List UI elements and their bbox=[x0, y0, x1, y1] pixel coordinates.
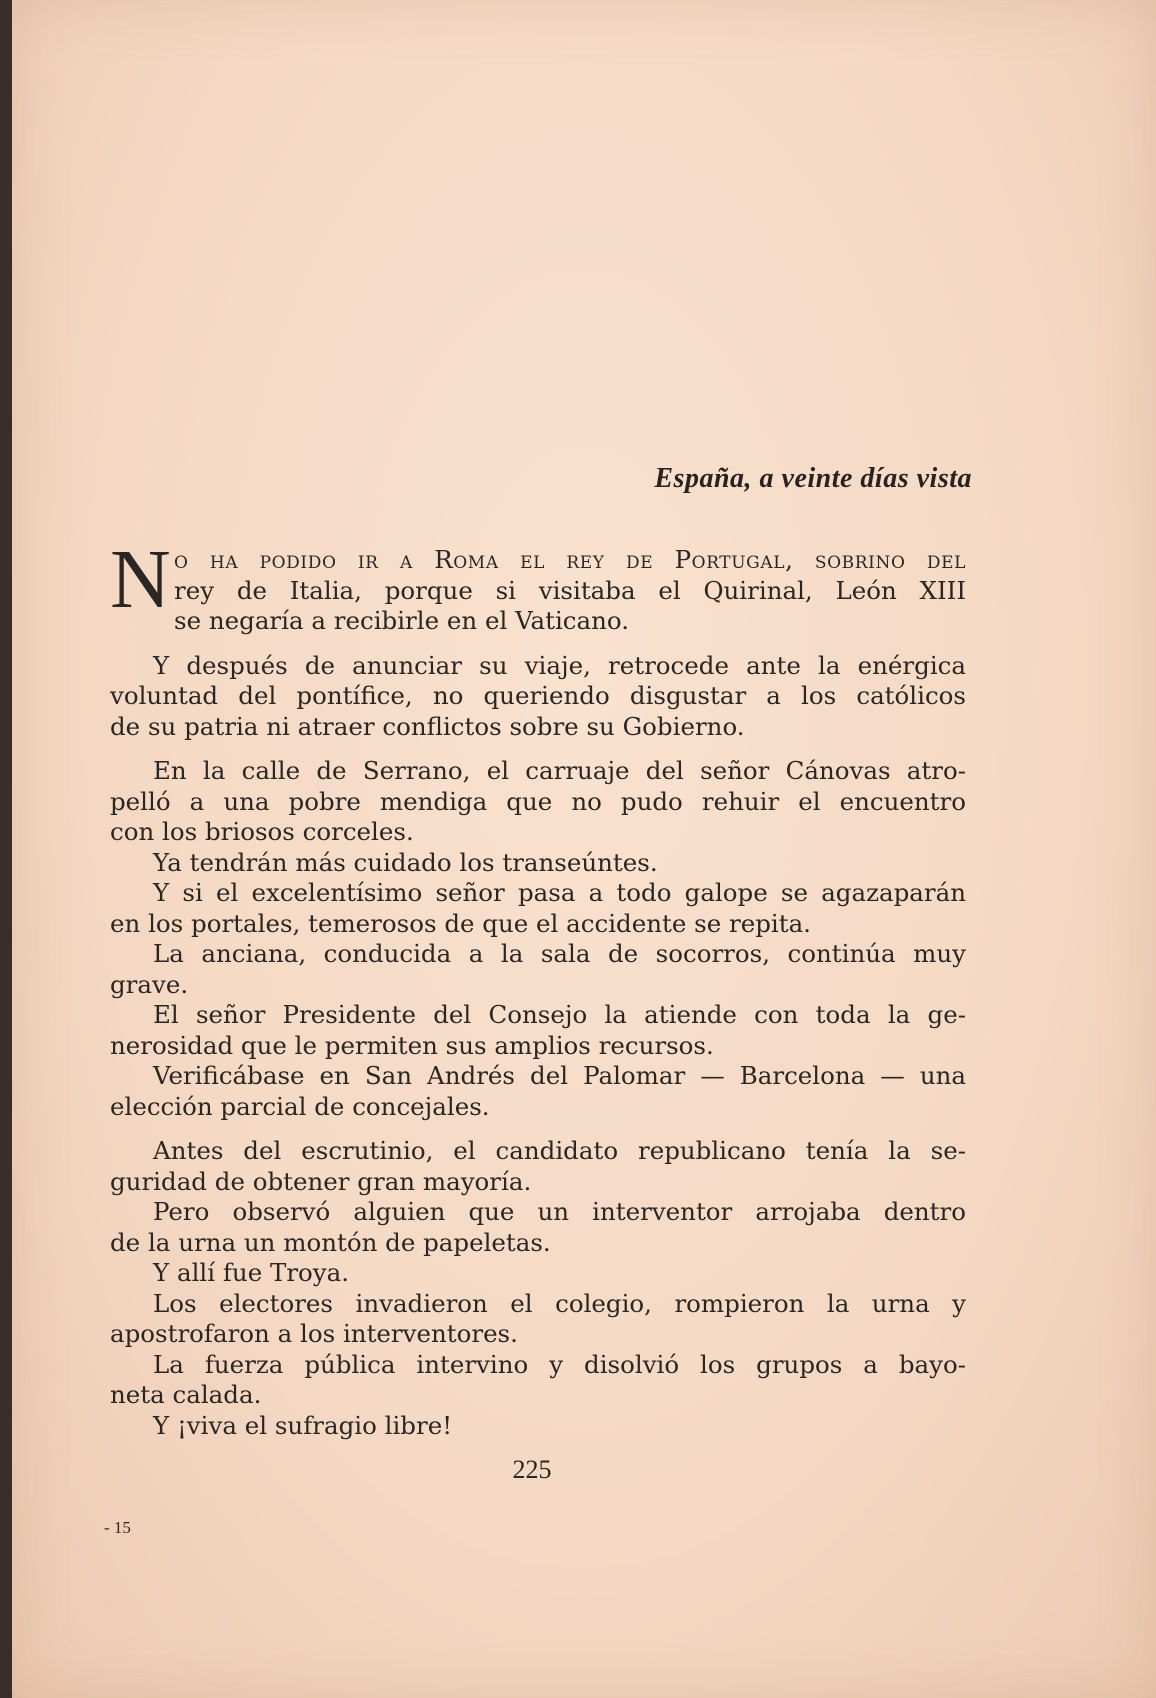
text-line: neta calada. bbox=[110, 1380, 262, 1409]
paragraph bbox=[110, 756, 966, 848]
text-line: Y ¡viva el sufragio libre! bbox=[153, 1410, 453, 1440]
drop-cap: N bbox=[110, 533, 171, 626]
paragraph bbox=[110, 1000, 966, 1061]
paragraph bbox=[110, 848, 966, 879]
text-line: Los electores invadieron el colegio, rompieron la urna y bbox=[153, 1288, 966, 1318]
paragraph bbox=[110, 1258, 966, 1289]
text-line: Antes del escrutinio, el candidato republicano tenía la se- bbox=[153, 1136, 966, 1165]
text-line: rey de Italia, porque si visitaba el Quirinal, León XIII bbox=[174, 575, 966, 605]
text-line: La fuerza pública intervino y disolvió los grupos a bayo- bbox=[153, 1349, 966, 1379]
text-line: voluntad del pontífice, no queriendo disgustar a los católicos bbox=[110, 681, 966, 710]
paragraph bbox=[110, 1061, 966, 1122]
text-line: La anciana, conducida a la sala de socorros, continúa muy bbox=[153, 939, 966, 968]
paragraph bbox=[110, 1197, 966, 1258]
body-text bbox=[110, 533, 966, 1441]
text-line: Verificábase en San Andrés del Palomar — Barcelona — una bbox=[153, 1061, 966, 1090]
text-line: pelló a una pobre mendiga que no pudo rehuir el encuentro bbox=[110, 786, 966, 816]
paragraph bbox=[110, 878, 966, 939]
first-line: o ha podido ir a Roma el rey de Portugal, sobrino del bbox=[174, 545, 966, 574]
paragraph bbox=[110, 1136, 966, 1197]
text-line: En la calle de Serrano, el carruaje del señor Cánovas atro- bbox=[153, 756, 966, 785]
text-line: en los portales, temerosos de que el accidente se repita. bbox=[110, 908, 811, 938]
text-line: nerosidad que le permiten sus amplios recursos. bbox=[110, 1030, 714, 1060]
text-line: El señor Presidente del Consejo la atiende con toda la ge- bbox=[153, 1000, 966, 1029]
text-line: Y si el excelentísimo señor pasa a todo galope se agazaparán bbox=[153, 878, 966, 907]
text-line: grave. bbox=[110, 969, 189, 999]
text-line: elección parcial de concejales. bbox=[110, 1091, 490, 1121]
page-number: 225 bbox=[512, 1455, 552, 1484]
text-line: con los briosos corceles. bbox=[110, 817, 414, 846]
text-line: Ya tendrán más cuidado los transeúntes. bbox=[153, 847, 658, 877]
paragraph bbox=[110, 1289, 966, 1350]
signature-mark: - 15 bbox=[104, 1518, 131, 1537]
paragraph bbox=[110, 939, 966, 1000]
text-line: se negaría a recibirle en el Vaticano. bbox=[174, 606, 630, 635]
text-line: Y allí fue Troya. bbox=[153, 1258, 350, 1287]
paragraph bbox=[110, 1350, 966, 1411]
book-page bbox=[12, 0, 1156, 1698]
paragraph bbox=[110, 1411, 966, 1442]
text-line: guridad de obtener gran mayoría. bbox=[110, 1166, 532, 1196]
text-line: Y después de anunciar su viaje, retrocede ante la enérgica bbox=[153, 650, 966, 680]
text-line: apostrofaron a los interventores. bbox=[110, 1319, 518, 1348]
text-line: de la urna un montón de papeletas. bbox=[110, 1227, 551, 1257]
text-line: de su patria ni atraer conflictos sobre su Gobierno. bbox=[110, 711, 745, 741]
paragraph bbox=[110, 651, 966, 743]
paragraphs bbox=[110, 651, 966, 1442]
text-line: Pero observó alguien que un interventor arrojaba dentro bbox=[153, 1197, 966, 1226]
chapter-title: España, a veinte días vista bbox=[654, 463, 972, 494]
first-paragraph bbox=[110, 533, 966, 637]
